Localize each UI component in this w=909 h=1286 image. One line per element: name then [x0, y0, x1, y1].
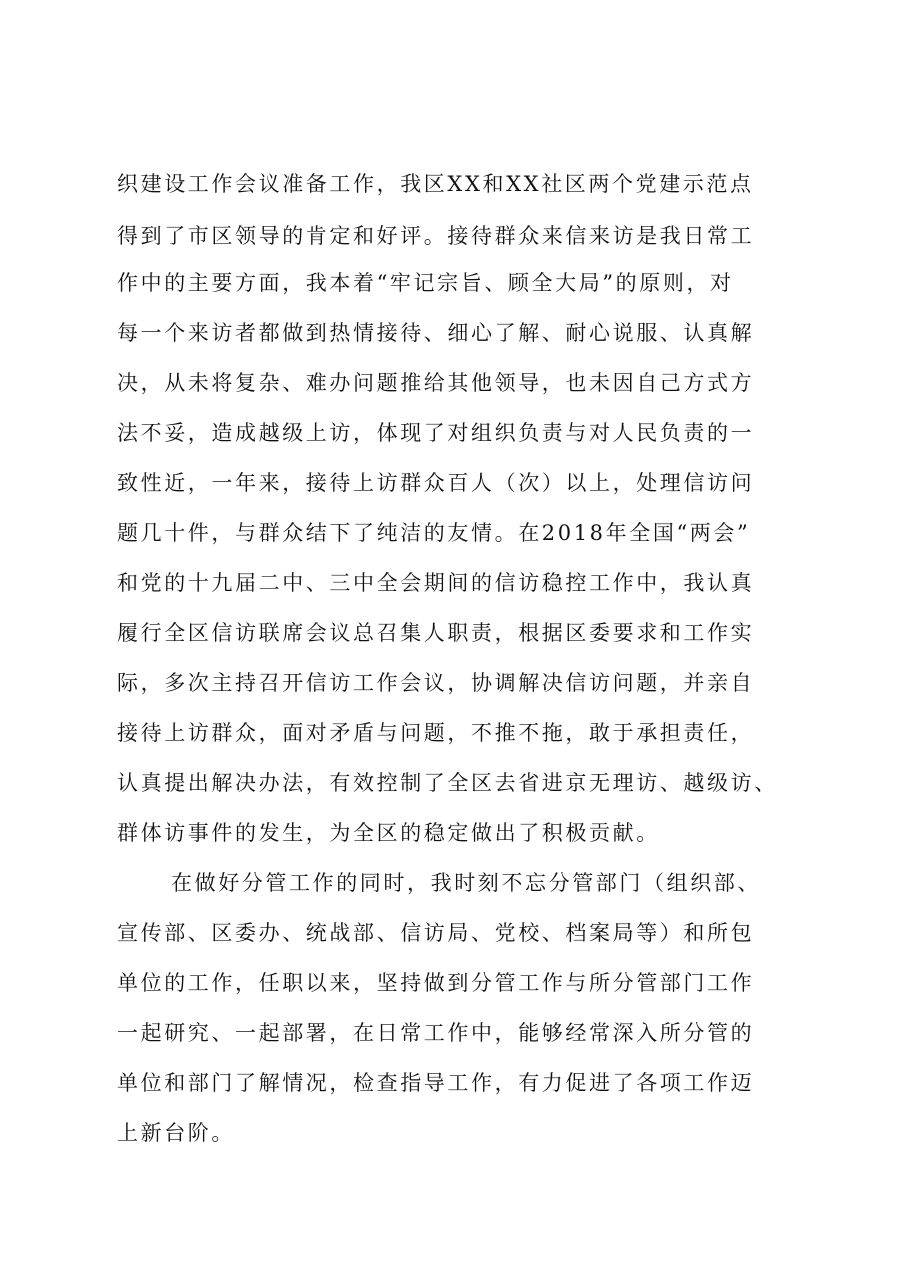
text-line: 织建设工作会议准备工作，我区XX和XX社区两个党建示范点: [117, 172, 754, 196]
text-line: 上新台阶。: [117, 1121, 235, 1145]
text-line: 接待上访群众，面对矛盾与问题，不推不拖，敢于承担责任，: [117, 721, 755, 745]
text-line: 得到了市区领导的肯定和好评。接待群众来信来访是我日常工: [117, 224, 755, 248]
text-line: 和党的十九届二中、三中全会期间的信访稳控工作中，我认真: [117, 571, 755, 595]
text-line: 致性近，一年来，接待上访群众百人（次）以上，处理信访问: [117, 471, 755, 495]
text-line: 法不妥，造成越级上访，体现了对组织负责与对人民负责的一: [117, 421, 755, 445]
text-line: 一起研究、一起部署，在日常工作中，能够经常深入所分管的: [117, 1021, 755, 1045]
text-line: 作中的主要方面，我本着“牢记宗旨、顾全大局”的原则，对: [117, 271, 734, 295]
text-line: 在做好分管工作的同时，我时刻不忘分管部门（组织部、: [171, 871, 761, 895]
text-line: 决，从未将复杂、难办问题推给其他领导，也未因自己方式方: [117, 371, 755, 395]
text-line: 每一个来访者都做到热情接待、细心了解、耐心说服、认真解: [117, 321, 755, 345]
text-line: 际，多次主持召开信访工作会议，协调解决信访问题，并亲自: [117, 671, 755, 695]
text-line: 认真提出解决办法，有效控制了全区去省进京无理访、越级访、: [117, 771, 778, 795]
text-line: 群体访事件的发生，为全区的稳定做出了积极贡献。: [117, 821, 660, 845]
text-line: 单位的工作，任职以来，坚持做到分管工作与所分管部门工作: [117, 971, 755, 995]
text-line: 履行全区信访联席会议总召集人职责，根据区委要求和工作实: [117, 621, 755, 645]
text-line: 题几十件，与群众结下了纯洁的友情。在2018年全国“两会”: [117, 521, 751, 545]
text-line: 单位和部门了解情况，检查指导工作，有力促进了各项工作迈: [117, 1071, 755, 1095]
text-line: 宣传部、区委办、统战部、信访局、党校、档案局等）和所包: [117, 921, 755, 945]
